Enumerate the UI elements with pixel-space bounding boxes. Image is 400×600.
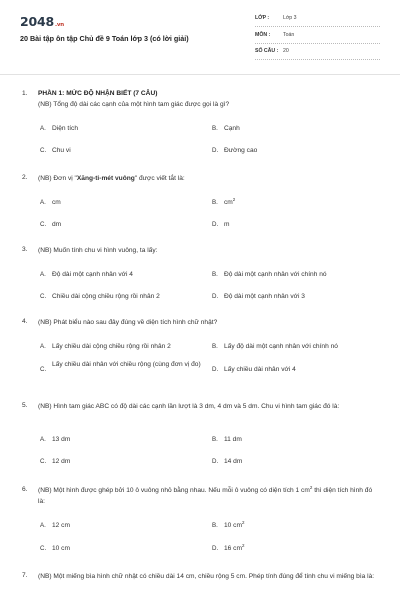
question-superscript: 2 bbox=[309, 484, 313, 490]
question-text: (NB) Muốn tính chu vi hình vuông, ta lấy: bbox=[38, 247, 158, 254]
option-letter: A. bbox=[40, 522, 46, 529]
meta-count-value: 20 bbox=[283, 48, 289, 54]
option-superscript: 2 bbox=[241, 542, 245, 548]
question-number: 7. bbox=[22, 572, 28, 579]
option-text: Độ dài một cạnh nhân với 3 bbox=[224, 293, 305, 300]
option-letter: B. bbox=[212, 271, 218, 278]
meta-subject-value: Toán bbox=[283, 32, 295, 38]
site-logo[interactable] bbox=[20, 14, 64, 29]
option-letter: C. bbox=[40, 221, 47, 228]
header-divider bbox=[0, 74, 400, 75]
question-number: 4. bbox=[22, 318, 28, 325]
question-text: (NB) Tổng độ dài các cạnh của một hình tam giác được gọi là gì? bbox=[38, 101, 230, 108]
meta-grade bbox=[255, 13, 380, 27]
logo-main: 2048 bbox=[20, 14, 54, 29]
option-letter: D. bbox=[212, 366, 219, 373]
option-superscript: 2 bbox=[241, 519, 245, 525]
question-number: 3. bbox=[22, 246, 28, 253]
option-letter: D. bbox=[212, 458, 219, 465]
section-heading: PHẦN 1: MỨC ĐỘ NHẬN BIẾT (7 CÂU) bbox=[38, 90, 158, 97]
option-letter: C. bbox=[40, 293, 47, 300]
question-text: (NB) Hình tam giác ABC có độ dài các cạnh lần lượt là 3 dm, 4 dm và 5 dm. Chu vi hình tam giác đó là: bbox=[38, 403, 340, 410]
question-text-pre: (NB) Đơn vị " bbox=[38, 175, 77, 182]
option-letter: A. bbox=[40, 436, 46, 443]
question-number: 6. bbox=[22, 486, 28, 493]
option-text: m bbox=[224, 221, 230, 228]
question-text bbox=[38, 486, 380, 507]
option-letter: D. bbox=[212, 221, 219, 228]
option-letter: D. bbox=[212, 293, 219, 300]
option-letter: A. bbox=[40, 199, 46, 206]
option-text: Lấy chiều dài nhân với chiều rộng (cùng đơn vị đo) bbox=[52, 361, 201, 368]
option-letter: B. bbox=[212, 343, 218, 350]
option-letter: A. bbox=[40, 125, 46, 132]
option-letter: B. bbox=[212, 522, 218, 529]
meta-grade-value: Lớp 3 bbox=[283, 15, 297, 21]
meta-grade-key: LỚP : bbox=[255, 15, 270, 21]
option-text: 13 dm bbox=[52, 436, 71, 443]
question-text-post: thì diện tích hình đó là: bbox=[38, 487, 373, 505]
meta-count bbox=[255, 46, 380, 60]
question-text: (NB) Một miếng bìa hình chữ nhật có chiều dài 14 cm, chiều rộng 5 cm. Phép tính đúng để tính chu vi miếng bìa là: bbox=[38, 573, 375, 580]
option-text-base: 16 cm bbox=[224, 545, 242, 552]
question-number: 1. bbox=[22, 90, 28, 97]
meta-count-key: SỐ CÂU : bbox=[255, 48, 279, 54]
option-text: 10 cm bbox=[52, 545, 70, 552]
option-text: Chu vi bbox=[52, 147, 71, 154]
option-letter: B. bbox=[212, 436, 218, 443]
document-title: 20 Bài tập ôn tập Chủ đề 9 Toán lớp 3 (có lời giải) bbox=[20, 34, 189, 43]
logo-tld: .vn bbox=[55, 22, 64, 28]
option-letter: C. bbox=[40, 366, 47, 373]
option-text: 11 dm bbox=[224, 436, 242, 443]
option-text bbox=[224, 544, 384, 554]
option-text: Lấy chiều dài nhân với 4 bbox=[224, 366, 296, 373]
question-number: 5. bbox=[22, 402, 28, 409]
option-text: Diện tích bbox=[52, 125, 79, 132]
option-text bbox=[224, 198, 384, 208]
option-text: 14 dm bbox=[224, 458, 243, 465]
option-letter: A. bbox=[40, 343, 46, 350]
option-text: cm bbox=[52, 199, 61, 206]
option-text: dm bbox=[52, 221, 62, 228]
question-number: 2. bbox=[22, 174, 28, 181]
option-letter: A. bbox=[40, 271, 46, 278]
option-letter: B. bbox=[212, 125, 218, 132]
option-letter: D. bbox=[212, 545, 219, 552]
option-letter: B. bbox=[212, 199, 218, 206]
question-text-bold: Xăng-ti-mét vuông bbox=[76, 175, 135, 182]
option-text: Cạnh bbox=[224, 125, 240, 132]
option-text: 12 dm bbox=[52, 458, 71, 465]
option-text: Đường cao bbox=[224, 147, 258, 154]
option-text: Lấy độ dài một cạnh nhân với chính nó bbox=[224, 343, 338, 350]
option-text-base: cm bbox=[224, 199, 233, 206]
meta-subject bbox=[255, 30, 380, 44]
option-letter: C. bbox=[40, 458, 47, 465]
option-text-base: 10 cm bbox=[224, 522, 242, 529]
option-text: 12 cm bbox=[52, 522, 70, 529]
option-text: Lấy chiều dài cộng chiều rộng rồi nhân 2 bbox=[52, 343, 171, 350]
option-letter: D. bbox=[212, 147, 219, 154]
meta-subject-key: MÔN : bbox=[255, 32, 271, 38]
question-text bbox=[38, 174, 380, 185]
question-text: (NB) Phát biểu nào sau đây đúng về diện tích hình chữ nhật? bbox=[38, 319, 218, 326]
option-text: Độ dài một cạnh nhân với chính nó bbox=[224, 271, 327, 278]
question-text-post: " được viết tắt là: bbox=[134, 175, 185, 182]
option-text: Chiều dài cộng chiều rộng rồi nhân 2 bbox=[52, 293, 160, 300]
option-text bbox=[224, 521, 384, 531]
document-header bbox=[0, 0, 400, 68]
option-superscript: 2 bbox=[232, 196, 236, 202]
option-letter: C. bbox=[40, 545, 47, 552]
option-text: Độ dài một cạnh nhân với 4 bbox=[52, 271, 133, 278]
question-text-pre: (NB) Một hình được ghép bởi 10 ô vuông nhỏ bằng nhau. Nếu mỗi ô vuông có diện tích 1 cm bbox=[38, 487, 310, 494]
option-letter: C. bbox=[40, 147, 47, 154]
